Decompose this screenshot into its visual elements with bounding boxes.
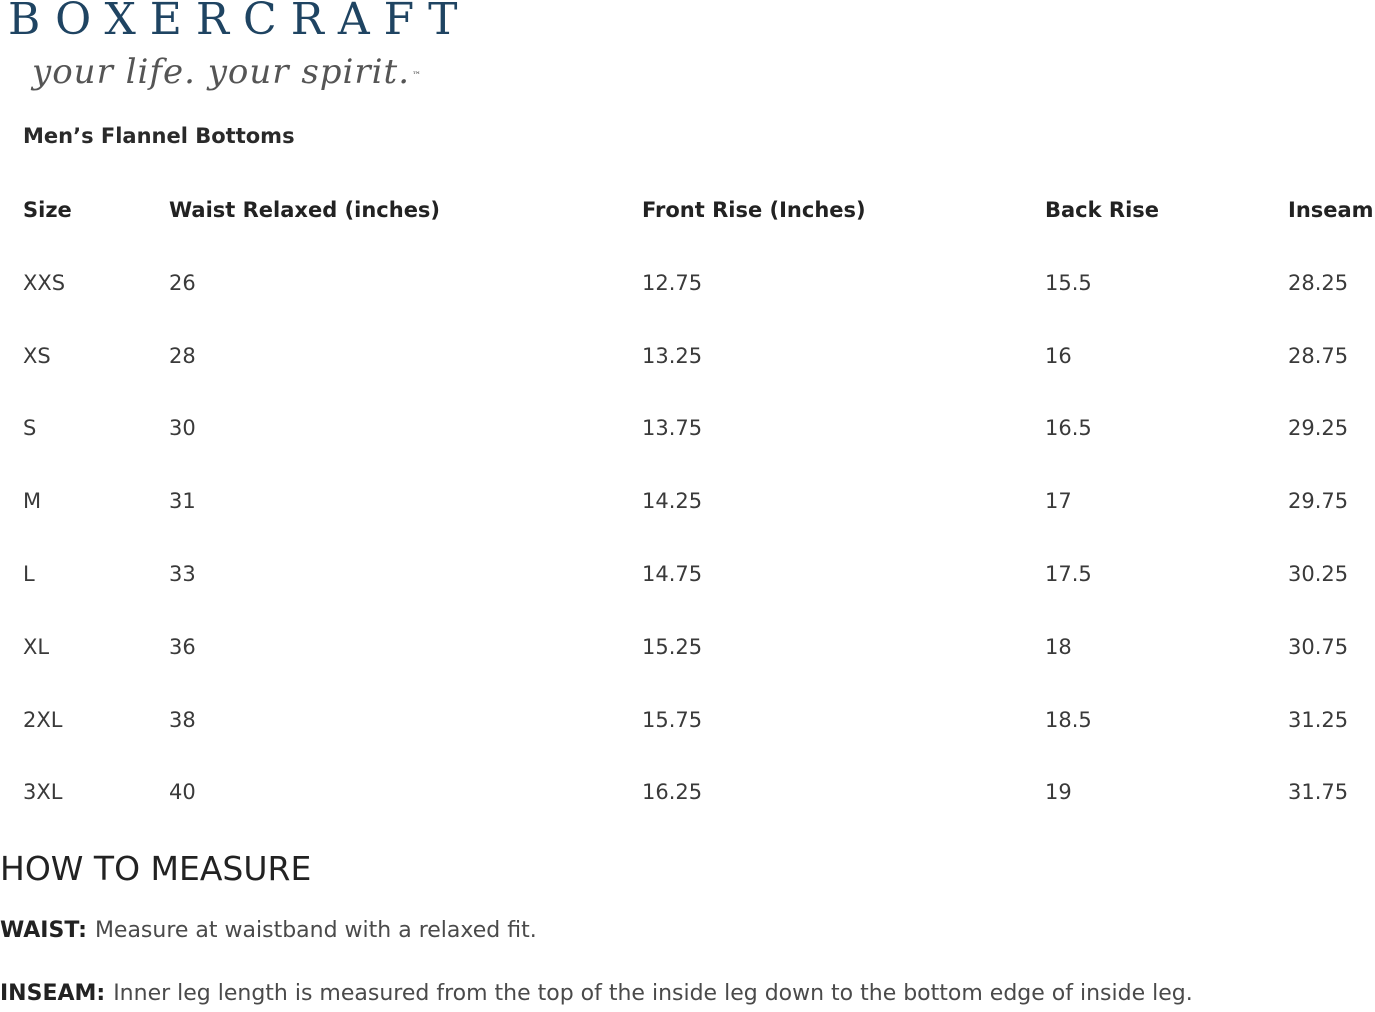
table-row <box>0 392 1375 465</box>
header-size: Size <box>23 198 72 222</box>
cell-size: 3XL <box>23 780 63 805</box>
measure-text: Inner leg length is measured from the top of the inside leg down to the bottom edge of inside leg. <box>113 981 1193 1006</box>
cell-size: XXS <box>23 270 66 295</box>
cell-front-rise: 15.25 <box>642 634 703 659</box>
measure-term: INSEAM: <box>0 981 106 1006</box>
cell-inseam: 30.75 <box>1288 634 1349 659</box>
table-row <box>0 320 1375 393</box>
header-inseam: Inseam <box>1288 198 1374 222</box>
cell-front-rise: 12.75 <box>642 270 703 295</box>
cell-front-rise: 14.75 <box>642 561 703 586</box>
cell-inseam: 31.75 <box>1288 780 1349 805</box>
cell-inseam: 28.75 <box>1288 343 1349 368</box>
table-row <box>0 611 1375 684</box>
cell-back-rise: 19 <box>1045 780 1072 805</box>
tagline-text: your life. your spirit. <box>32 52 411 92</box>
cell-back-rise: 17 <box>1045 489 1072 514</box>
cell-front-rise: 15.75 <box>642 707 703 732</box>
measure-text: Measure at waistband with a relaxed fit. <box>94 918 537 943</box>
measure-term: WAIST: <box>0 918 87 943</box>
cell-inseam: 31.25 <box>1288 707 1349 732</box>
cell-back-rise: 17.5 <box>1045 561 1092 586</box>
cell-size: L <box>23 561 35 586</box>
table-header-row <box>0 174 1375 247</box>
table-row <box>0 756 1375 829</box>
header-back-rise: Back Rise <box>1045 198 1160 222</box>
cell-size: M <box>23 489 42 514</box>
cell-waist: 38 <box>169 707 196 732</box>
cell-size: S <box>23 416 37 441</box>
brand-logo: BOXERCRAFT <box>8 0 472 45</box>
cell-waist: 33 <box>169 561 196 586</box>
cell-front-rise: 16.25 <box>642 780 703 805</box>
cell-front-rise: 13.75 <box>642 416 703 441</box>
table-row <box>0 247 1375 320</box>
cell-back-rise: 18 <box>1045 634 1072 659</box>
cell-waist: 30 <box>169 416 196 441</box>
cell-waist: 26 <box>169 270 196 295</box>
how-to-measure-heading: HOW TO MEASURE <box>0 849 312 888</box>
cell-front-rise: 13.25 <box>642 343 703 368</box>
table-row <box>0 684 1375 757</box>
cell-size: XS <box>23 343 51 368</box>
cell-waist: 36 <box>169 634 196 659</box>
cell-waist: 28 <box>169 343 196 368</box>
table-row <box>0 538 1375 611</box>
cell-size: XL <box>23 634 50 659</box>
cell-waist: 40 <box>169 780 196 805</box>
product-title: Men’s Flannel Bottoms <box>23 124 295 148</box>
cell-back-rise: 16 <box>1045 343 1072 368</box>
cell-front-rise: 14.25 <box>642 489 703 514</box>
size-chart-table <box>0 174 1375 829</box>
measure-instruction-inseam <box>0 979 1193 1009</box>
cell-inseam: 29.75 <box>1288 489 1349 514</box>
table-row <box>0 465 1375 538</box>
cell-inseam: 30.25 <box>1288 561 1349 586</box>
trademark-mark: ™ <box>412 71 423 81</box>
brand-tagline <box>32 50 422 94</box>
measure-instruction-waist <box>0 916 537 946</box>
cell-back-rise: 16.5 <box>1045 416 1092 441</box>
cell-inseam: 29.25 <box>1288 416 1349 441</box>
cell-size: 2XL <box>23 707 63 732</box>
cell-back-rise: 15.5 <box>1045 270 1092 295</box>
cell-back-rise: 18.5 <box>1045 707 1092 732</box>
cell-waist: 31 <box>169 489 196 514</box>
cell-inseam: 28.25 <box>1288 270 1349 295</box>
header-front-rise: Front Rise (Inches) <box>642 198 866 222</box>
header-waist: Waist Relaxed (inches) <box>169 198 441 222</box>
